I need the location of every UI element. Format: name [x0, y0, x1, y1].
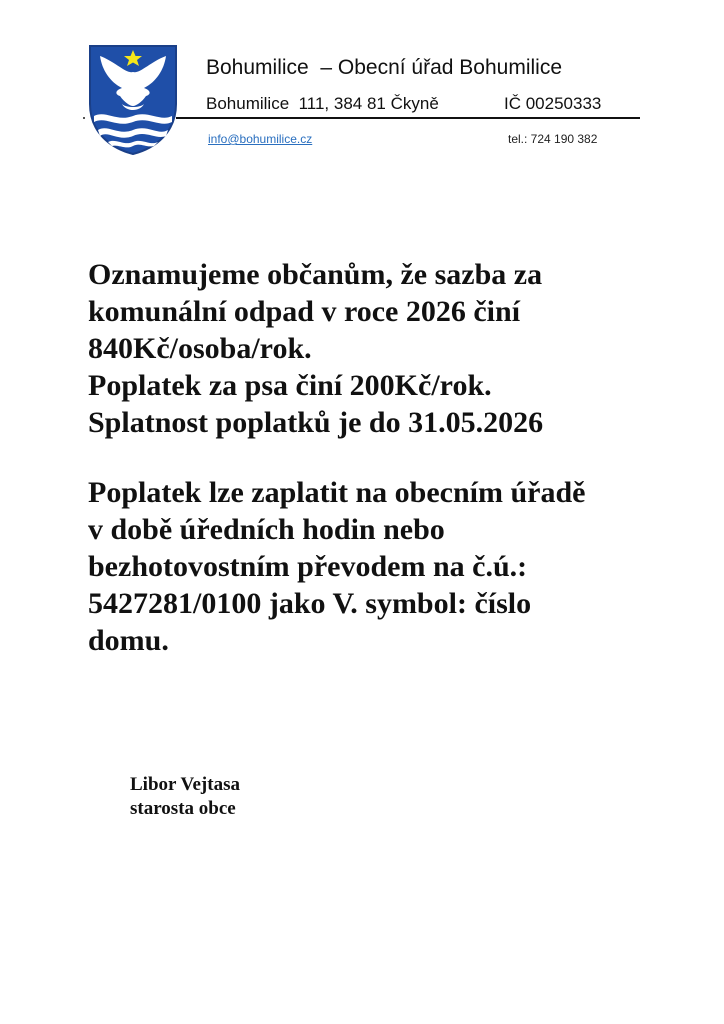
office-phone: tel.: 724 190 382 — [508, 132, 598, 146]
notice-line: Poplatek za psa činí 200Kč/rok. — [88, 369, 492, 402]
office-ic: IČ 00250333 — [504, 94, 602, 113]
header-divider — [176, 117, 640, 119]
fee-announcement — [88, 256, 543, 441]
coat-of-arms-icon — [86, 44, 180, 156]
office-title: Bohumilice – Obecní úřad Bohumilice — [206, 56, 563, 79]
notice-line: v době úředních hodin nebo — [88, 513, 445, 546]
payment-instructions — [88, 474, 585, 659]
signature-block — [130, 773, 240, 821]
header-dot — [83, 117, 85, 119]
email-link[interactable]: info@bohumilice.cz — [208, 132, 313, 146]
notice-line: bezhotovostním převodem na č.ú.: — [88, 550, 528, 583]
signatory-name: Libor Vejtasa — [130, 774, 240, 795]
notice-line: komunální odpad v roce 2026 činí — [88, 295, 521, 328]
notice-line: Oznamujeme občanům, že sazba za — [88, 258, 543, 291]
notice-line: 5427281/0100 jako V. symbol: číslo — [88, 587, 532, 620]
notice-line: Splatnost poplatků je do 31.05.2026 — [88, 406, 544, 439]
notice-line: domu. — [88, 624, 169, 657]
notice-line: Poplatek lze zaplatit na obecním úřadě — [88, 476, 586, 509]
notice-line: 840Kč/osoba/rok. — [88, 332, 312, 365]
office-address: Bohumilice 111, 384 81 Čkyně — [206, 94, 439, 113]
signatory-role: starosta obce — [130, 798, 236, 819]
